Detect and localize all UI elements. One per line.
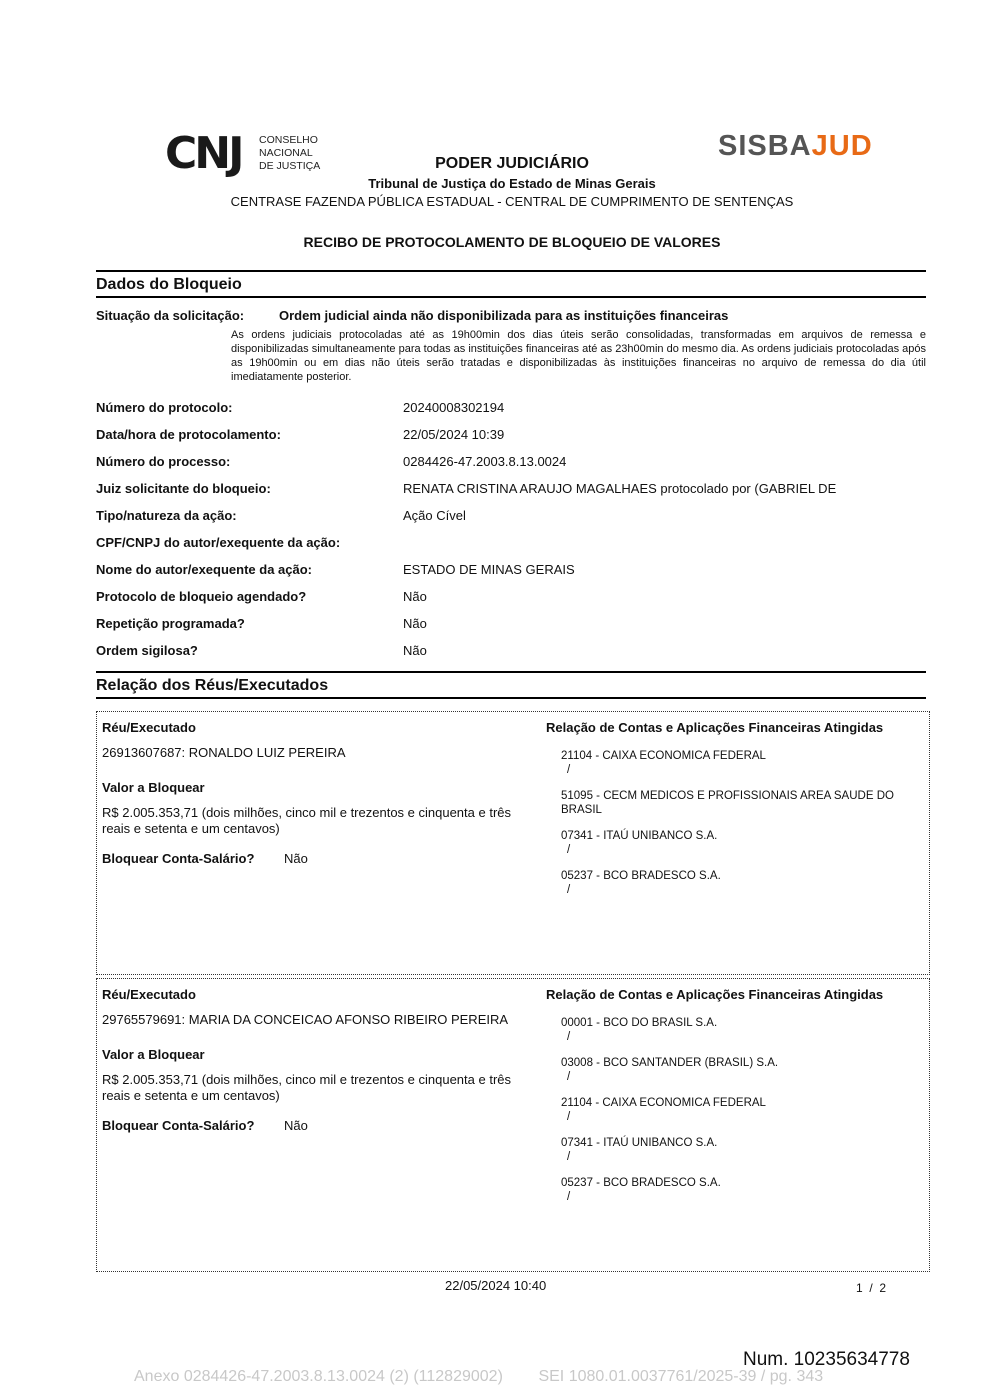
document-title: RECIBO DE PROTOCOLAMENTO DE BLOQUEIO DE VALORES <box>303 234 721 250</box>
reu-card <box>96 711 930 975</box>
header-poder: PODER JUDICIÁRIO <box>435 155 589 172</box>
field-value-juiz: RENATA CRISTINA ARAUJO MAGALHAES protocolado por (GABRIEL DE <box>403 481 837 496</box>
account-sub: / <box>567 1191 571 1203</box>
field-value-sigilosa: Não <box>403 643 427 658</box>
conta-salario-label: Bloquear Conta-Salário? <box>102 1118 255 1133</box>
reu-name: 26913607687: RONALDO LUIZ PEREIRA <box>102 745 346 760</box>
valor-value: R$ 2.005.353,71 (dois milhões, cinco mil e trezentos e cinquenta e três reais e setenta e um centavos) <box>102 1072 512 1103</box>
field-label-data-hora: Data/hora de protocolamento: <box>96 427 281 442</box>
field-label-repeticao: Repetição programada? <box>96 616 245 631</box>
account-item: 03008 - BCO SANTANDER (BRASIL) S.A. <box>561 1057 779 1069</box>
account-item: 51095 - CECM MEDICOS E PROFISSIONAIS AREA SAUDE DO BRASIL <box>561 790 894 816</box>
field-label-cpf: CPF/CNPJ do autor/exequente da ação: <box>96 535 341 550</box>
account-sub: / <box>567 884 571 896</box>
cnj-logo-text: CONSELHO NACIONAL DE JUSTIÇA <box>259 134 321 172</box>
field-label-autor: Nome do autor/exequente da ação: <box>96 562 312 577</box>
header-centrase: CENTRASE FAZENDA PÚBLICA ESTADUAL - CENTRAL DE CUMPRIMENTO DE SENTENÇAS <box>230 194 794 209</box>
field-value-agendado: Não <box>403 589 427 604</box>
field-value-autor: ESTADO DE MINAS GERAIS <box>403 562 575 577</box>
account-item: 00001 - BCO DO BRASIL S.A. <box>561 1017 718 1029</box>
account-item: 07341 - ITAÚ UNIBANCO S.A. <box>561 1137 718 1149</box>
conta-salario-label: Bloquear Conta-Salário? <box>102 851 255 866</box>
account-sub: / <box>567 1151 571 1163</box>
field-label-processo: Número do processo: <box>96 454 231 469</box>
account-item: 21104 - CAIXA ECONOMICA FEDERAL <box>561 1097 766 1109</box>
contas-label: Relação de Contas e Aplicações Financeiras Atingidas <box>546 720 884 735</box>
account-item: 05237 - BCO BRADESCO S.A. <box>561 1177 721 1189</box>
valor-label: Valor a Bloquear <box>102 780 205 795</box>
section-title-dados: Dados do Bloqueio <box>96 270 926 298</box>
account-sub: / <box>567 1111 571 1123</box>
annex-footer: Anexo 0284426-47.2003.8.13.0024 (2) (112829002) SEI 1080.01.0037761/2025-39 / pg. 343 <box>134 1368 824 1385</box>
reu-name: 29765579691: MARIA DA CONCEICAO AFONSO RIBEIRO PEREIRA <box>102 1012 509 1027</box>
field-value-processo: 0284426-47.2003.8.13.0024 <box>403 454 567 469</box>
account-sub: / <box>567 764 571 776</box>
field-label-protocolo: Número do protocolo: <box>96 400 233 415</box>
valor-value: R$ 2.005.353,71 (dois milhões, cinco mil e trezentos e cinquenta e três reais e setenta e um centavos) <box>102 805 512 836</box>
field-label-juiz: Juiz solicitante do bloqueio: <box>96 481 271 496</box>
field-value-repeticao: Não <box>403 616 427 631</box>
reu-card <box>96 978 930 1272</box>
valor-label: Valor a Bloquear <box>102 1047 205 1062</box>
account-sub: / <box>567 1031 571 1043</box>
field-value-data-hora: 22/05/2024 10:39 <box>403 427 505 442</box>
reu-label: Réu/Executado <box>102 720 196 735</box>
account-item: 21104 - CAIXA ECONOMICA FEDERAL <box>561 750 766 762</box>
account-sub: / <box>567 1071 571 1083</box>
field-label-tipo: Tipo/natureza da ação: <box>96 508 237 523</box>
footer-date: 22/05/2024 10:40 <box>445 1278 547 1293</box>
page-number: 1 / 2 <box>856 1281 887 1295</box>
field-value-protocolo: 20240008302194 <box>403 400 505 415</box>
account-sub: / <box>567 844 571 856</box>
field-label-sigilosa: Ordem sigilosa? <box>96 643 198 658</box>
reu-label: Réu/Executado <box>102 987 196 1002</box>
account-item: 07341 - ITAÚ UNIBANCO S.A. <box>561 830 718 842</box>
section-title-reus: Relação dos Réus/Executados <box>96 671 926 699</box>
cnj-logo-mark: CNJ <box>165 128 242 179</box>
document-number: Num. 10235634778 <box>743 1349 910 1370</box>
conta-salario-value: Não <box>284 851 308 866</box>
field-label-agendado: Protocolo de bloqueio agendado? <box>96 589 307 604</box>
situacao-label: Situação da solicitação: <box>96 308 245 323</box>
situacao-note: As ordens judiciais protocoladas até as 19h00min dos dias úteis serão consolidadas, transformadas em arquivos de remessa e disponibilizadas simultaneamente para todas as instituições financeiras até as 23h00min do mesmo dia. As ordens judiciais protocoladas após as 19h00min ou em dias não úteis serão tratadas e disponibilizadas às instituições financeiras no arquivo de remessa do dia útil imediatamente posterior. <box>231 329 926 383</box>
field-value-tipo: Ação Cível <box>403 508 466 523</box>
header-tribunal: Tribunal de Justiça do Estado de Minas Gerais <box>368 176 656 191</box>
situacao-value: Ordem judicial ainda não disponibilizada para as instituições financeiras <box>279 308 729 323</box>
conta-salario-value: Não <box>284 1118 308 1133</box>
contas-label: Relação de Contas e Aplicações Financeiras Atingidas <box>546 987 884 1002</box>
account-item: 05237 - BCO BRADESCO S.A. <box>561 870 721 882</box>
sisbajud-logo: SISBAJUD <box>718 130 873 162</box>
